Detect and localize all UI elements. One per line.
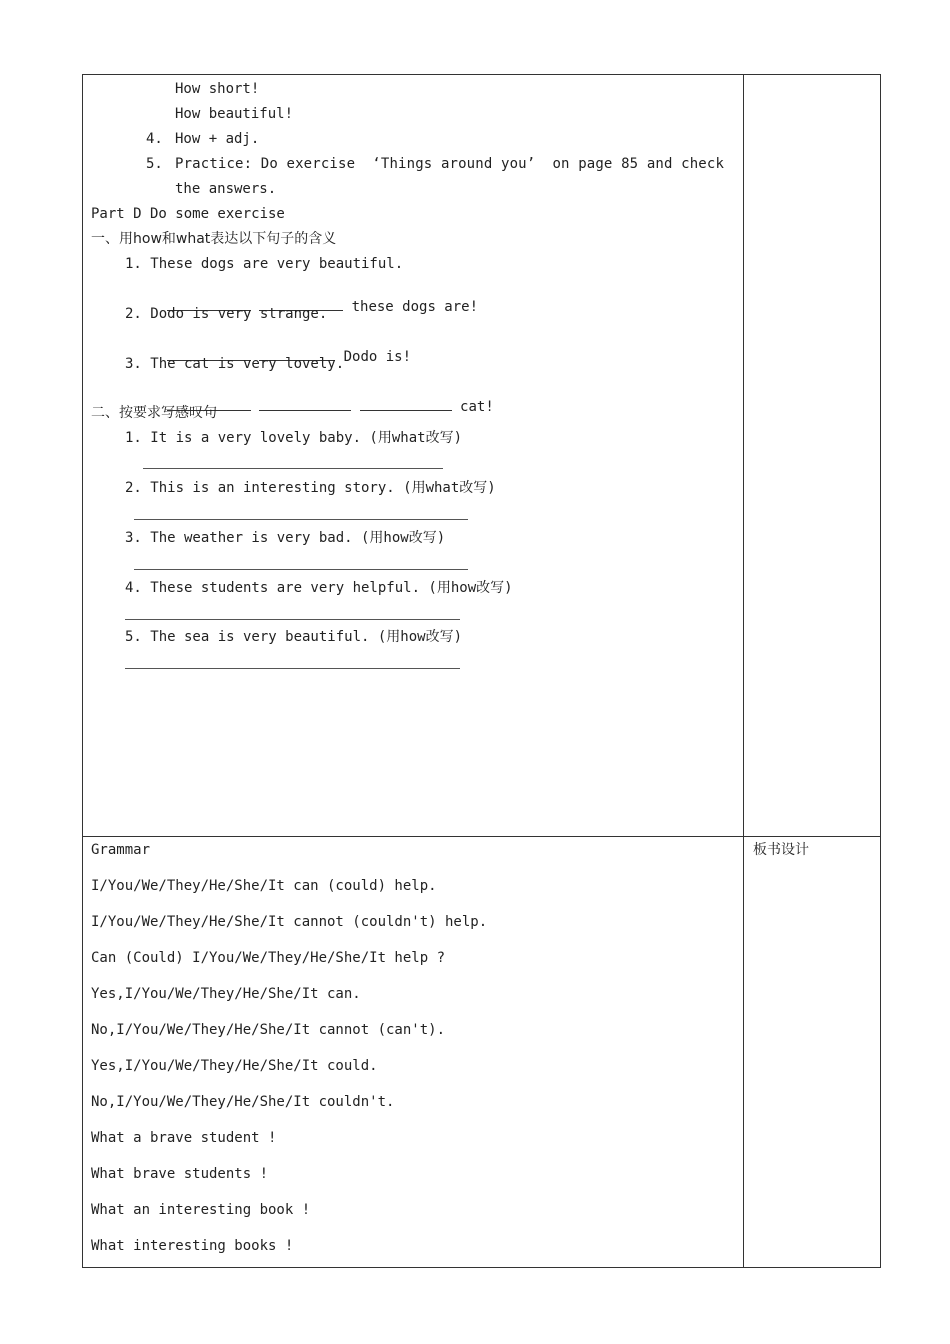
s2-question-4: 4. These students are very helpful. (用how改写) <box>125 580 513 596</box>
item-5-continuation: the answers. <box>175 181 277 197</box>
s1-answer-2-tail: Dodo is! <box>343 349 412 365</box>
blackboard-design-label: 板书设计 <box>753 842 809 858</box>
grammar-line: Can (Could) I/You/We/They/He/She/It help ? <box>91 950 446 966</box>
part-d-heading: Part D Do some exercise <box>91 206 285 222</box>
item-4-number: 4. <box>146 131 163 147</box>
item-5-number: 5. <box>146 156 163 172</box>
row-divider <box>83 836 880 837</box>
s2-question-5: 5. The sea is very beautiful. (用how改写) <box>125 629 463 645</box>
s2-answer-line-4[interactable] <box>125 619 460 620</box>
grammar-line: What a brave student ! <box>91 1130 277 1146</box>
s1-question-2: 2. Dodo is very strange. <box>125 306 328 322</box>
grammar-title: Grammar <box>91 842 151 858</box>
s2-question-2: 2. This is an interesting story. (用what改写) <box>125 480 496 496</box>
s1-answer-1-tail: these dogs are! <box>351 299 479 315</box>
s2-answer-line-5[interactable] <box>125 668 460 669</box>
s1-question-3: 3. The cat is very lovely. <box>125 356 345 372</box>
s1-question-1: 1. These dogs are very beautiful. <box>125 256 404 272</box>
grammar-line: Yes,I/You/We/They/He/She/It can. <box>91 986 361 1002</box>
grammar-line: Yes,I/You/We/They/He/She/It could. <box>91 1058 378 1074</box>
s2-answer-line-2[interactable] <box>134 519 468 520</box>
line-how-short: How short! <box>175 81 260 97</box>
grammar-line: No,I/You/We/They/He/She/It couldn't. <box>91 1094 395 1110</box>
s2-answer-line-1[interactable] <box>143 468 443 469</box>
grammar-line: What an interesting book ! <box>91 1202 311 1218</box>
item-4-text: How + adj. <box>175 131 260 147</box>
grammar-line: No,I/You/We/They/He/She/It cannot (can't). <box>91 1022 446 1038</box>
lesson-table <box>82 74 881 1268</box>
s2-question-1: 1. It is a very lovely baby. (用what改写) <box>125 430 463 446</box>
s1-answer-3-tail: cat! <box>460 399 494 415</box>
answer-blank[interactable] <box>360 398 452 411</box>
grammar-line: What interesting books ! <box>91 1238 294 1254</box>
grammar-line: What brave students ! <box>91 1166 269 1182</box>
s2-answer-line-3[interactable] <box>134 569 468 570</box>
s2-question-3: 3. The weather is very bad. (用how改写) <box>125 530 446 546</box>
line-how-beautiful: How beautiful! <box>175 106 294 122</box>
section-1-heading: 一、用how和what表达以下句子的含义 <box>91 231 337 247</box>
column-divider <box>743 75 744 1267</box>
grammar-line: I/You/We/They/He/She/It cannot (couldn't) help. <box>91 914 488 930</box>
grammar-line: I/You/We/They/He/She/It can (could) help. <box>91 878 437 894</box>
answer-blank[interactable] <box>259 398 351 411</box>
item-5-text: Practice: Do exercise ‘Things around you’ on page 85 and check <box>175 156 725 172</box>
section-2-heading: 二、按要求写感叹句 <box>91 405 217 421</box>
